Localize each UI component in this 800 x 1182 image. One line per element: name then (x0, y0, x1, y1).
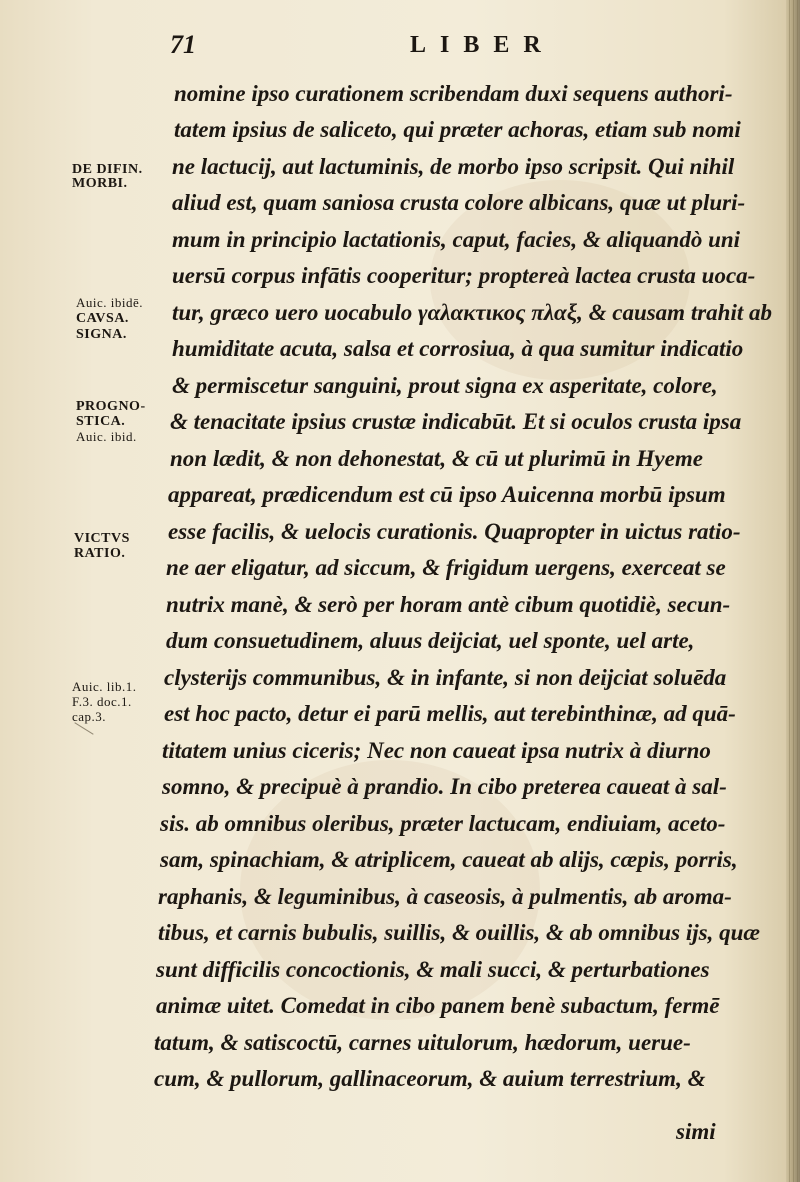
margin-note-cap3: cap.3. (72, 709, 107, 724)
body-line: tibus, et carnis bubulis, suillis, & ouillis, & ab omnibus ijs, quæ (158, 920, 761, 945)
body-line: animæ uitet. Comedat in cibo panem benè subactum, fermē (156, 993, 720, 1018)
body-line: ne aer eligatur, ad siccum, & frigidum uergens, exerceat se (166, 555, 726, 580)
body-line-catchword: simi (676, 1119, 716, 1144)
body-line: dum consuetudinem, aluus deijciat, uel sponte, uel arte, (166, 628, 695, 653)
body-line: nutrix manè, & serò per horam antè cibum quotidiè, secun- (166, 592, 731, 617)
body-line: mum in principio lactationis, caput, facies, & aliquandò uni (172, 227, 741, 252)
margin-note-victus: VICTVS (74, 531, 130, 546)
page-header (170, 30, 590, 70)
body-line: esse facilis, & uelocis curationis. Quapropter in uictus ratio- (168, 519, 741, 544)
body-line: tatum, & satiscoctū, carnes uitulorum, hædorum, uerue- (154, 1030, 691, 1055)
ink-mark (74, 722, 93, 735)
body-line: clysterijs communibus, & in infante, si non deijciat soluēda (164, 665, 727, 690)
margin-note-stica: STICA. (76, 414, 126, 429)
body-line: titatem unius ciceris; Nec non caueat ipsa nutrix à diurno (162, 738, 711, 763)
margin-note-f3-doc1: F.3. doc.1. (72, 694, 132, 709)
body-line: sis. ab omnibus oleribus, præter lactucam, endiuiam, aceto- (160, 811, 726, 836)
body-line: appareat, prædicendum est cū ipso Auicenna morbū ipsum (168, 482, 726, 507)
body-line: sunt difficilis concoctionis, & mali succi, & perturbationes (156, 957, 710, 982)
body-line: somno, & precipuè à prandio. In cibo preterea caueat à sal- (162, 774, 727, 799)
margin-note-auic-ibide: Auic. ibidē. (76, 295, 144, 310)
body-line: humiditate acuta, salsa et corrosiua, à qua sumitur indicatio (172, 336, 744, 361)
body-line: est hoc pacto, detur ei parū mellis, aut terebinthinæ, ad quā- (164, 701, 736, 726)
margin-note-auic-ibid: Auic. ibid. (76, 429, 137, 444)
margin-note-causa: CAVSA. (76, 311, 129, 326)
body-line: uersū corpus infātis cooperitur; proptereà lactea crusta uoca- (172, 263, 756, 288)
body-line: sam, spinachiam, & atriplicem, caueat ab alijs, cæpis, porris, (160, 847, 738, 872)
margin-note-auic-lib: Auic. lib.1. (72, 679, 137, 694)
body-line: non lædit, & non dehonestat, & cū ut plurimū in Hyeme (170, 446, 703, 471)
margin-note-signa: SIGNA. (76, 327, 127, 342)
body-line: raphanis, & leguminibus, à caseosis, à pulmentis, ab aroma- (158, 884, 732, 909)
margin-note-de-difin: DE DIFIN. (72, 162, 143, 177)
body-line: ne lactucij, aut lactuminis, de morbo ipso scripsit. Qui nihil (172, 154, 735, 179)
body-line: tatem ipsius de saliceto, qui præter achoras, etiam sub nomi (174, 117, 741, 142)
book-edge (786, 0, 800, 1182)
body-line: aliud est, quam saniosa crusta colore albicans, quæ ut pluri- (172, 190, 746, 215)
page-number: 71 (170, 30, 196, 59)
body-line: nomine ipso curationem scribendam duxi sequens authori- (174, 81, 733, 106)
margin-note-ratio: RATIO. (74, 546, 126, 561)
margin-note-morbi: MORBI. (72, 176, 128, 191)
body-line: cum, & pullorum, gallinaceorum, & auium terrestrium, & (154, 1066, 706, 1091)
running-head: LIBER (410, 32, 555, 58)
body-line: & permiscetur sanguini, prout signa ex asperitate, colore, (172, 373, 718, 398)
body-line: & tenacitate ipsius crustæ indicabūt. Et si oculos crusta ipsa (170, 409, 742, 434)
body-line: tur, græco uero uocabulo γαλακτικος πλαξ, & causam trahit ab (172, 300, 772, 325)
margin-note-progno: PROGNO- (76, 399, 146, 414)
